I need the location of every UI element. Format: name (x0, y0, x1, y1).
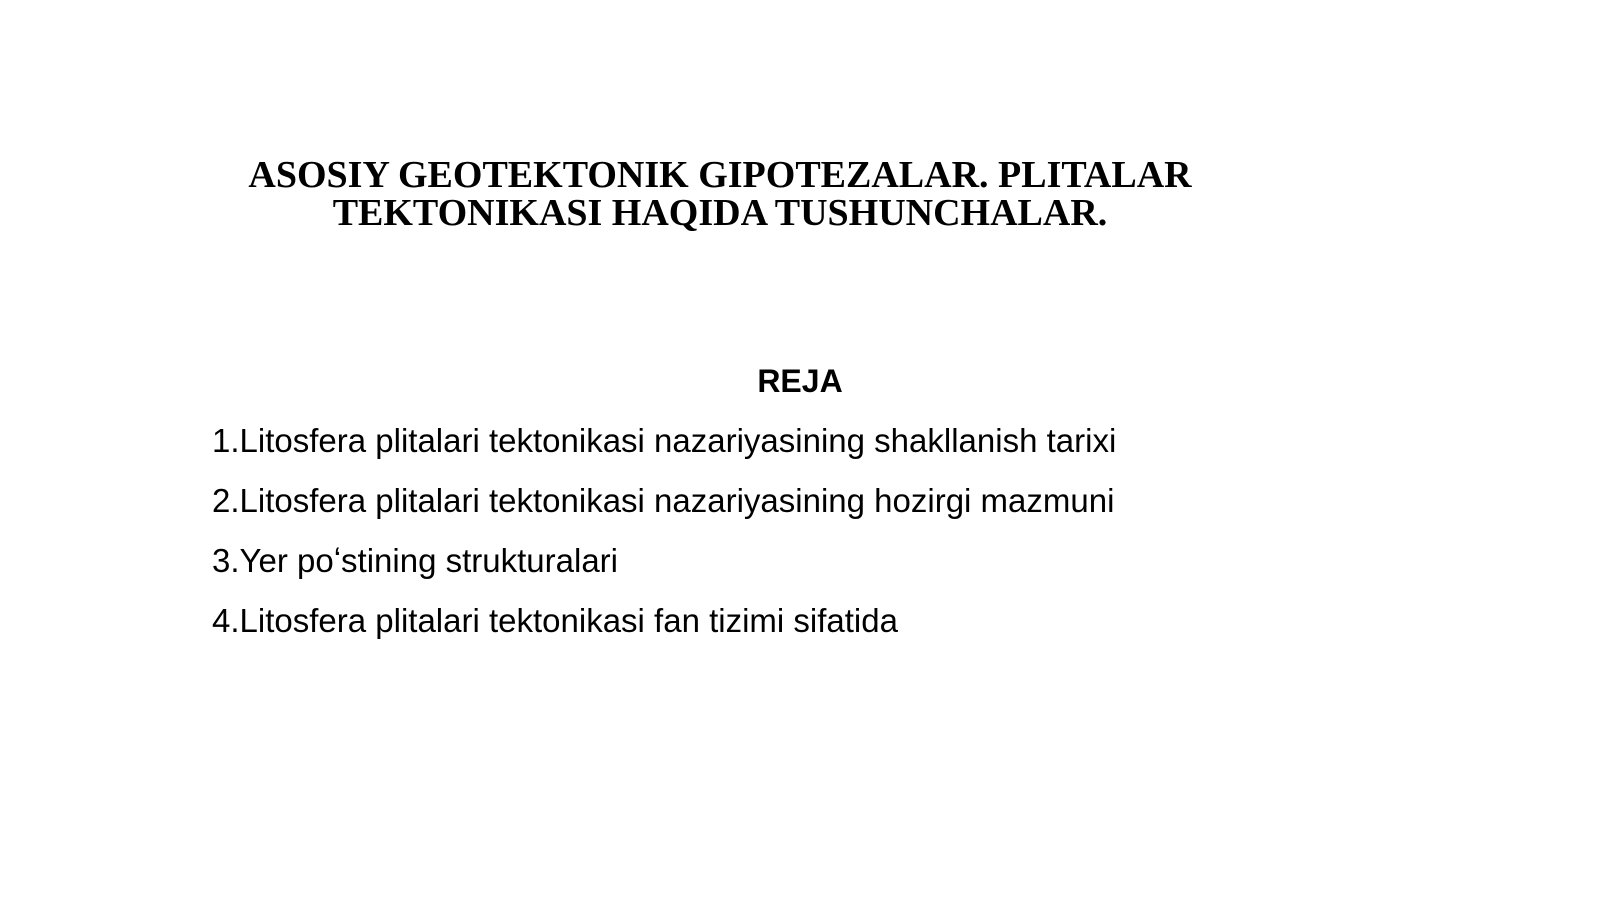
plan-item-2: 2.Litosfera plitalari tektonikasi nazariyasining hozirgi mazmuni (212, 482, 1115, 519)
slide-title-line-2: TEKTONIKASI HAQIDA TUSHUNCHALAR. (332, 192, 1108, 234)
plan-item-4: 4.Litosfera plitalari tektonikasi fan tizimi sifatida (212, 602, 898, 639)
slide-title (180, 156, 1260, 232)
plan-item-3: 3.Yer poʻstining strukturalari (212, 542, 618, 579)
slide-title-line-1: ASOSIY GEOTEKTONIK GIPOTEZALAR. PLITALAR (248, 154, 1192, 196)
plan-heading: REJA (757, 363, 843, 399)
plan-item-1: 1.Litosfera plitalari tektonikasi nazariyasining shakllanish tarixi (212, 422, 1117, 459)
plan-list (212, 420, 1412, 660)
